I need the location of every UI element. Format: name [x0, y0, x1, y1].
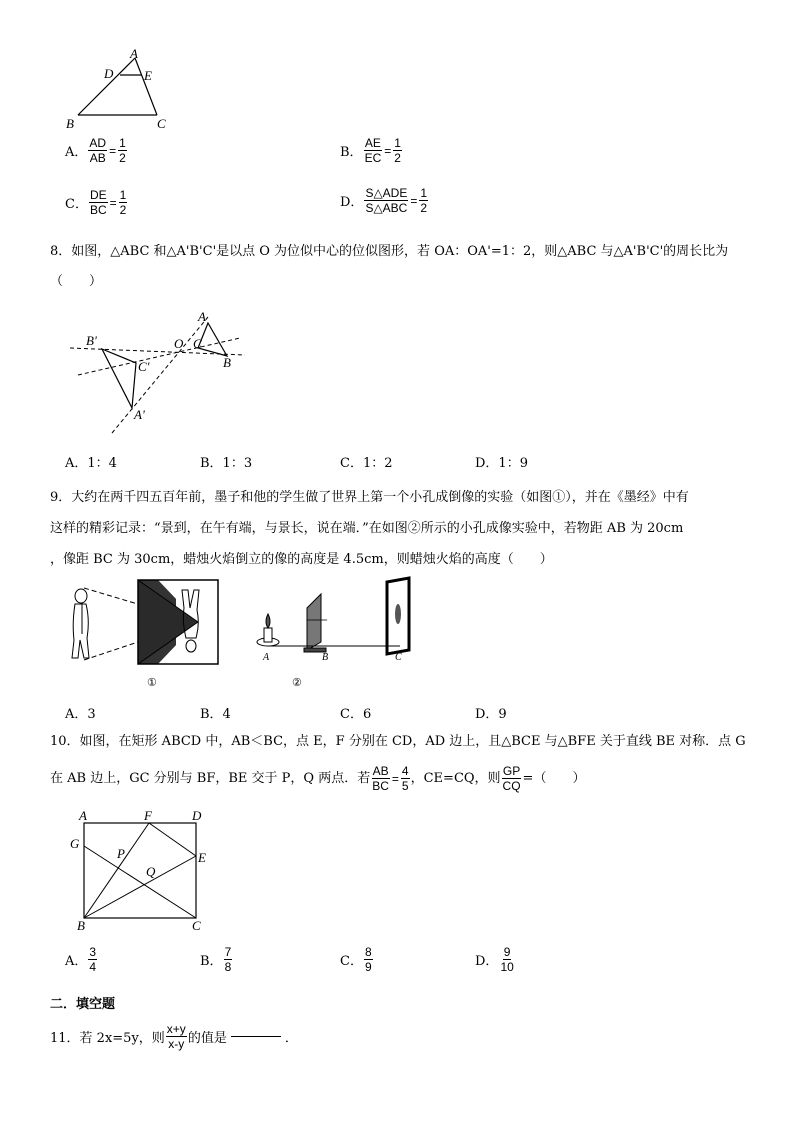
- q9-fig2-label-B: B: [322, 652, 329, 663]
- q8-option-a[interactable]: A．1：4: [65, 456, 117, 471]
- q8-option-b[interactable]: B．1：3: [200, 456, 253, 471]
- fraction: $\frac{1}{2}$: [119, 188, 127, 217]
- q9-option-a[interactable]: A．3: [65, 707, 96, 722]
- q10-option-b[interactable]: [200, 945, 233, 974]
- option-letter: C．: [340, 954, 363, 969]
- q8-stem-line2: （ ）: [50, 274, 103, 289]
- q10-label-A: A: [79, 808, 87, 823]
- fraction: $\frac{8}{9}$: [364, 945, 372, 974]
- q9-figure-2: [255, 576, 420, 666]
- option-letter: D．: [340, 195, 364, 210]
- q9-stem-line2: 这样的精彩记录：“景到，在午有端，与景长，说在端．”在如图②所示的小孔成像实验中，若物距 AB 为 20cm: [50, 521, 684, 536]
- q9-option-c[interactable]: C．6: [340, 707, 372, 722]
- fraction: $\frac{AB}{BC}$: [372, 764, 389, 793]
- answer-blank[interactable]: [231, 1036, 281, 1037]
- q8-label-O: O: [174, 336, 184, 351]
- q10-label-P: P: [117, 846, 125, 861]
- q10-option-a[interactable]: [65, 945, 98, 974]
- q7-option-d[interactable]: D． $\frac{\text{S△ADE}}{\text{S△ABC}}$ = $\frac{1}{2}$: [340, 186, 428, 215]
- fraction: $\frac{3}{4}$: [89, 945, 97, 974]
- q7-triangle-figure: [60, 48, 180, 133]
- q8-label-B: B: [223, 355, 231, 370]
- fraction: $\frac{7}{8}$: [224, 945, 232, 974]
- q9-figure2-caption: ②: [292, 676, 302, 689]
- q8-option-c[interactable]: C．1：2: [340, 456, 393, 471]
- q8-label-C: C: [193, 336, 202, 351]
- q8-stem-line1: 8．如图，△ABC 和△A'B'C'是以点 O 为位似中心的位似图形，若 OA：OA'=1：2，则△ABC 与△A'B'C'的周长比为: [50, 244, 729, 259]
- q10-option-c[interactable]: [340, 945, 374, 974]
- q10-label-G: G: [70, 836, 80, 851]
- q7-label-C: C: [157, 116, 166, 131]
- q10-stem-line2: 在 AB 边上，GC 分别与 BF，BE 交于 P，Q 两点．若 $\frac{AB}{BC}$ = $\frac{4}{5}$ ，CE=CQ，则 $\frac{GP}{CQ}$ =（ ）: [50, 764, 586, 793]
- option-letter: B．: [200, 954, 223, 969]
- fraction: $\frac{DE}{BC}$: [89, 188, 107, 217]
- fraction: $\frac{9}{10}$: [500, 945, 514, 974]
- q10-stem-line1: 10．如图，在矩形 ABCD 中，AB＜BC，点 E，F 分别在 CD，AD 边上，且△BCE 与△BFE 关于直线 BE 对称．点 G: [50, 734, 746, 749]
- option-letter: B．: [340, 145, 363, 160]
- q9-fig2-label-C: C: [395, 652, 402, 663]
- q11-stem: 11．若 2x=5y，则 $\frac{x+y}{x-y}$ 的值是 ．: [50, 1022, 298, 1051]
- fraction: $\frac{AD}{AB}$: [89, 136, 107, 165]
- option-letter: D．: [475, 954, 499, 969]
- fraction: $\frac{1}{2}$: [394, 136, 401, 165]
- q10-stem: [50, 732, 750, 793]
- option-letter: C．: [65, 197, 88, 212]
- q7-label-E: E: [144, 68, 152, 83]
- option-letter: A．: [65, 145, 88, 160]
- q8-option-d[interactable]: D．1：9: [475, 456, 528, 471]
- fraction: $\frac{4}{5}$: [401, 764, 409, 793]
- q8-homothety-figure: [60, 305, 260, 440]
- q10-label-F: F: [144, 808, 152, 823]
- q9-stem: [50, 482, 750, 575]
- section-title-fill-in: 二．填空题: [50, 997, 116, 1012]
- q9-option-d[interactable]: D．9: [475, 707, 507, 722]
- q10-label-C: C: [192, 918, 201, 933]
- fraction: $\frac{x+y}{x-y}$: [166, 1022, 186, 1051]
- q9-stem-line1: 9．大约在两千四五百年前，墨子和他的学生做了世界上第一个小孔成倒像的实验（如图①），并在《墨经》中有: [50, 490, 689, 505]
- q9-option-b[interactable]: B．4: [200, 707, 231, 722]
- q8-label-C1: C': [138, 359, 150, 374]
- q7-label-D: D: [104, 66, 114, 81]
- option-letter: A．: [65, 954, 88, 969]
- fraction: $\frac{GP}{CQ}$: [502, 764, 521, 793]
- fraction: $\frac{AE}{EC}$: [364, 136, 382, 165]
- q7-label-A: A: [130, 46, 138, 61]
- q10-label-B: B: [77, 918, 85, 933]
- q9-stem-line3: ，像距 BC 为 30cm，蜡烛火焰倒立的像的高度是 4.5cm，则蜡烛火焰的高度（ ）: [50, 552, 553, 567]
- q9-figure1-caption: ①: [147, 676, 157, 689]
- fraction: $\frac{1}{2}$: [420, 186, 428, 215]
- q7-label-B: B: [66, 116, 74, 131]
- q10-label-Q: Q: [146, 864, 156, 879]
- q9-fig2-label-A: A: [263, 652, 270, 663]
- q10-rectangle-figure: [62, 806, 222, 936]
- q9-figure-1: [58, 578, 223, 666]
- q8-label-A1: A': [134, 407, 145, 422]
- q7-option-a[interactable]: A． $\frac{AD}{AB}$ = $\frac{1}{2}$: [65, 136, 126, 165]
- q10-label-D: D: [192, 808, 202, 823]
- q10-option-d[interactable]: [475, 945, 516, 974]
- q7-option-b[interactable]: B． $\frac{AE}{EC}$ = $\frac{1}{2}$: [340, 136, 401, 165]
- q8-stem: [50, 242, 750, 292]
- q8-label-B1: B': [86, 333, 97, 348]
- fraction: $\frac{\text{S△ADE}}{\text{S△ABC}}$: [365, 186, 408, 215]
- q8-label-A: A: [198, 309, 206, 324]
- q7-option-c[interactable]: C． $\frac{DE}{BC}$ = $\frac{1}{2}$: [65, 188, 127, 217]
- fraction: $\frac{1}{2}$: [119, 136, 126, 165]
- q10-label-E: E: [198, 850, 206, 865]
